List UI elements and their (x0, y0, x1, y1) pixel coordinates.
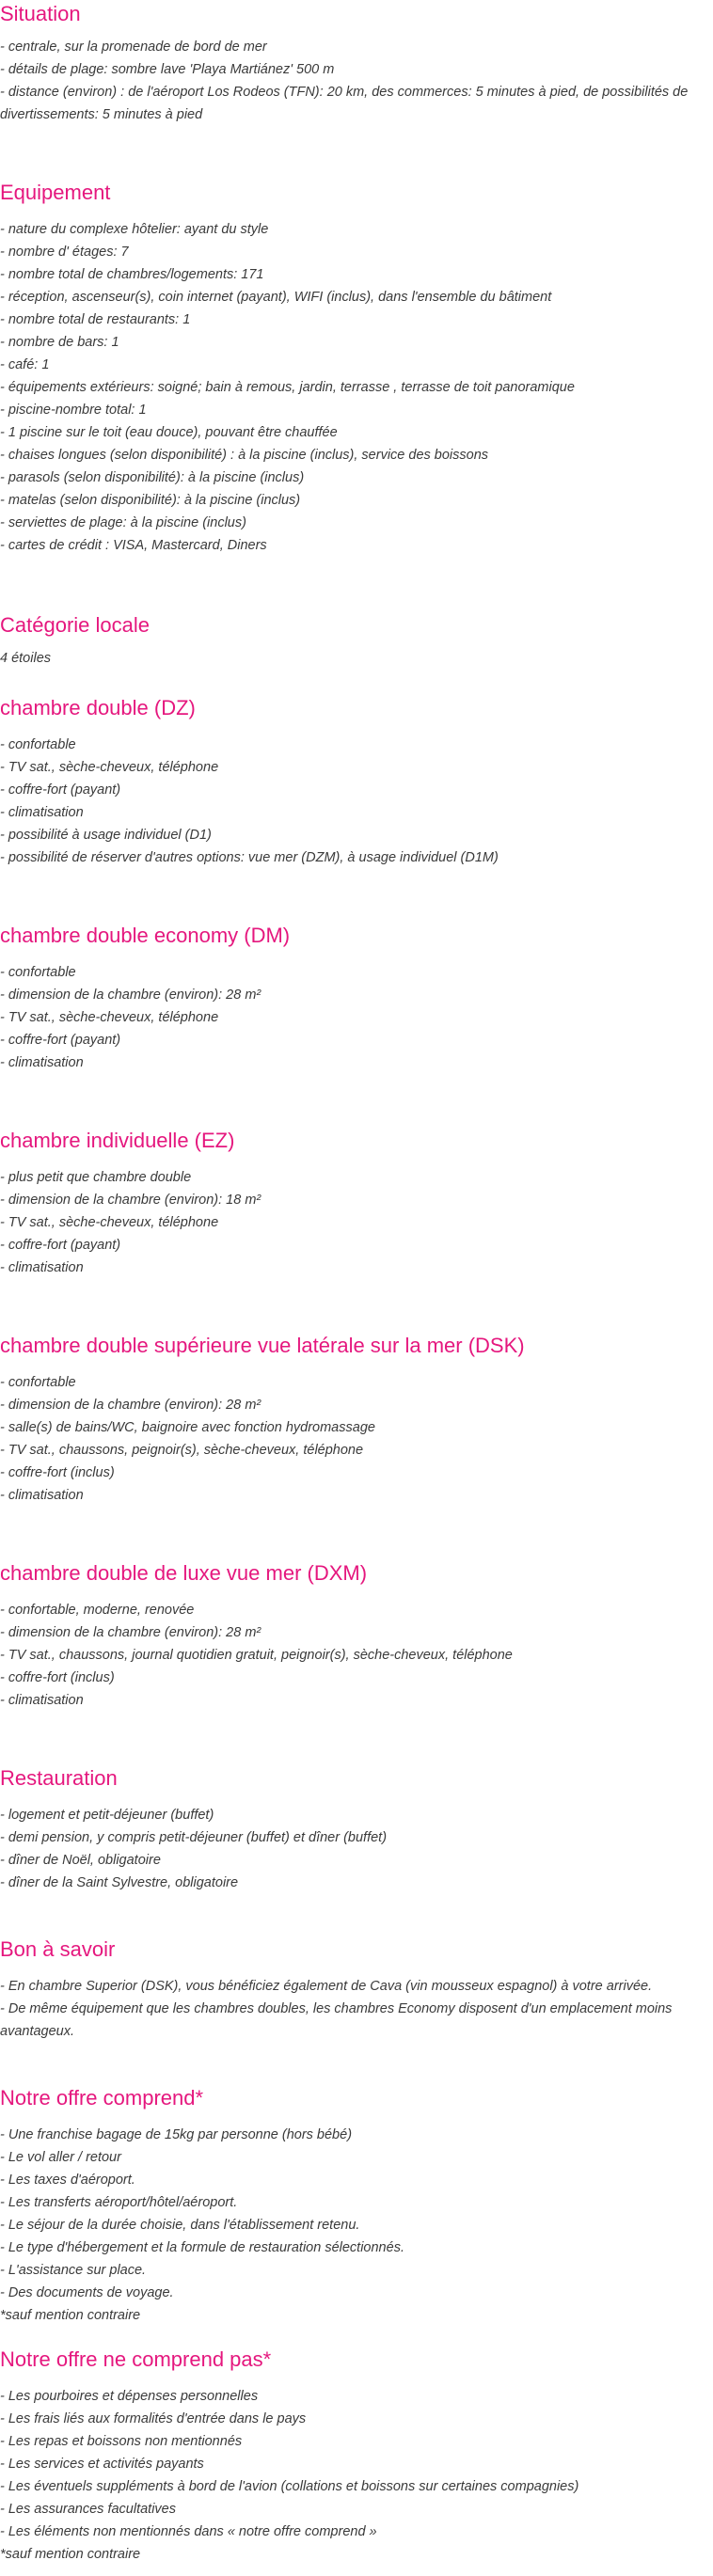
text-line: - dimension de la chambre (environ): 28 m² (0, 1398, 261, 1413)
text-line: - possibilité de réserver d'autres options: vue mer (DZM), à usage individuel (D1M) (0, 850, 499, 865)
section-lines (0, 36, 698, 126)
section-bon-a-savoir (0, 1936, 698, 2043)
text-line: - Le type d'hébergement et la formule de restauration sélectionnés. (0, 2240, 404, 2255)
section-title: Catégorie locale (0, 613, 150, 637)
text-line: - nombre total de restaurants: 1 (0, 312, 191, 327)
text-line: - coffre-fort (payant) (0, 1238, 121, 1253)
section-title: Restauration (0, 1766, 118, 1790)
text-line: - L'assistance sur place. (0, 2263, 147, 2278)
text-line: - En chambre Superior (DSK), vous bénéficiez également de Cava (vin mousseux espagnol) à votre arrivée. (0, 1979, 653, 1994)
text-line: - Les taxes d'aéroport. (0, 2173, 135, 2188)
text-line: - coffre-fort (inclus) (0, 1465, 115, 1480)
text-line: - nombre d' étages: 7 (0, 245, 129, 260)
section-situation (0, 0, 698, 126)
text-line: - logement et petit-déjeuner (buffet) (0, 1808, 214, 1823)
text-line: - TV sat., sèche-cheveux, téléphone (0, 760, 219, 775)
text-line: - Les repas et boissons non mentionnés (0, 2434, 243, 2449)
section-offre-ne-comprend-pas (0, 2346, 698, 2566)
text-line: - climatisation (0, 1055, 84, 1070)
text-line: - nombre de bars: 1 (0, 335, 119, 350)
section-lines (0, 1975, 698, 2043)
text-line: - dîner de Noël, obligatoire (0, 1853, 161, 1868)
text-line: - détails de plage: sombre lave 'Playa Martiánez' 500 m (0, 62, 335, 77)
text-line: - climatisation (0, 1693, 84, 1708)
text-line: - café: 1 (0, 357, 50, 372)
section-title: Bon à savoir (0, 1937, 116, 1961)
text-line: - réception, ascenseur(s), coin internet (payant), WIFI (inclus), dans l'ensemble du bâtiment (0, 290, 552, 305)
text-line: - TV sat., sèche-cheveux, téléphone (0, 1010, 219, 1025)
text-line: - Les éventuels suppléments à bord de l'avion (collations et boissons sur certaines compagnies) (0, 2479, 579, 2494)
section-title: chambre individuelle (EZ) (0, 1129, 235, 1152)
text-line: - dimension de la chambre (environ): 28 m² (0, 988, 261, 1003)
text-line: - TV sat., chaussons, journal quotidien gratuit, peignoir(s), sèche-cheveux, téléphone (0, 1648, 513, 1663)
text-line: - confortable, moderne, renovée (0, 1603, 195, 1618)
text-line: - dimension de la chambre (environ): 28 m² (0, 1625, 261, 1640)
section-room-dsk (0, 1332, 698, 1507)
text-line: - coffre-fort (payant) (0, 1033, 121, 1048)
text-line: 4 étoiles (0, 651, 52, 666)
text-line: - confortable (0, 965, 76, 980)
text-line: - Des documents de voyage. (0, 2285, 174, 2300)
text-line: - Le vol aller / retour (0, 2150, 121, 2165)
text-line: - Les éléments non mentionnés dans « notre offre comprend » (0, 2524, 377, 2539)
text-line: - Les pourboires et dépenses personnelles (0, 2389, 259, 2404)
text-line: - Les transferts aéroport/hôtel/aéroport. (0, 2195, 238, 2210)
text-line: - serviettes de plage: à la piscine (inclus) (0, 515, 246, 530)
text-line: - dimension de la chambre (environ): 18 m² (0, 1193, 261, 1208)
section-lines (0, 2124, 698, 2327)
section-lines (0, 1371, 698, 1507)
text-line: - salle(s) de bains/WC, baignoire avec fonction hydromassage (0, 1420, 375, 1435)
text-line: - De même équipement que les chambres doubles, les chambres Economy disposent d'un emplacement moins (0, 2001, 673, 2016)
text-line: - Les frais liés aux formalités d'entrée dans le pays (0, 2411, 307, 2426)
text-line: - climatisation (0, 805, 84, 820)
section-room-dxm (0, 1559, 698, 1712)
text-line: - cartes de crédit : VISA, Mastercard, Diners (0, 538, 267, 553)
section-lines (0, 218, 698, 557)
text-line: - possibilité à usage individuel (D1) (0, 828, 212, 843)
text-line: - parasols (selon disponibilité): à la piscine (inclus) (0, 470, 305, 485)
section-lines (0, 734, 698, 869)
text-line: - dîner de la Saint Sylvestre, obligatoire (0, 1875, 239, 1890)
section-title: chambre double (DZ) (0, 696, 196, 719)
section-title: chambre double de luxe vue mer (DXM) (0, 1561, 368, 1585)
section-lines (0, 2385, 698, 2566)
text-line: - coffre-fort (payant) (0, 782, 121, 798)
section-lines (0, 647, 698, 670)
text-line: - matelas (selon disponibilité): à la piscine (inclus) (0, 493, 301, 508)
section-lines (0, 961, 698, 1074)
text-line: - TV sat., chaussons, peignoir(s), sèche-cheveux, téléphone (0, 1443, 364, 1458)
section-equipement (0, 179, 698, 557)
text-line: - Les assurances facultatives (0, 2502, 176, 2517)
text-line: - nature du complexe hôtelier: ayant du style (0, 222, 269, 237)
text-line: - distance (environ) : de l'aéroport Los Rodeos (TFN): 20 km, des commerces: 5 minutes à pied, de possibilités de (0, 85, 689, 100)
text-line: - confortable (0, 737, 76, 752)
text-line: - Les services et activités payants (0, 2457, 204, 2472)
text-line: - confortable (0, 1375, 76, 1390)
text-line: - TV sat., sèche-cheveux, téléphone (0, 1215, 219, 1230)
text-line: divertissements: 5 minutes à pied (0, 107, 203, 122)
section-room-ez (0, 1127, 698, 1279)
text-line: - nombre total de chambres/logements: 171 (0, 267, 264, 282)
text-line: - plus petit que chambre double (0, 1170, 192, 1185)
section-lines (0, 1599, 698, 1712)
text-line: - centrale, sur la promenade de bord de mer (0, 40, 267, 55)
text-line: *sauf mention contraire (0, 2547, 141, 2562)
text-line: - 1 piscine sur le toit (eau douce), pouvant être chauffée (0, 425, 338, 440)
text-line: - piscine-nombre total: 1 (0, 403, 147, 418)
text-line: - chaises longues (selon disponibilité) : à la piscine (inclus), service des boissons (0, 448, 489, 463)
section-lines (0, 1166, 698, 1279)
section-title: Notre offre comprend* (0, 2086, 204, 2110)
section-title: Situation (0, 2, 81, 25)
text-line: - coffre-fort (inclus) (0, 1670, 115, 1685)
section-title: Equipement (0, 181, 111, 204)
section-categorie (0, 611, 698, 670)
section-title: chambre double economy (DM) (0, 924, 291, 947)
text-line: - équipements extérieurs: soigné; bain à remous, jardin, terrasse , terrasse de toit panoramique (0, 380, 575, 395)
section-room-dz (0, 694, 698, 869)
text-line: - climatisation (0, 1488, 84, 1503)
section-offre-comprend (0, 2084, 698, 2327)
section-room-dm (0, 922, 698, 1074)
text-line: - Une franchise bagage de 15kg par personne (hors bébé) (0, 2127, 353, 2142)
text-line: - climatisation (0, 1260, 84, 1275)
section-restauration (0, 1764, 698, 1894)
text-line: avantageux. (0, 2024, 75, 2039)
section-lines (0, 1804, 698, 1894)
section-title: Notre offre ne comprend pas* (0, 2347, 272, 2371)
text-line: *sauf mention contraire (0, 2308, 141, 2323)
text-line: - demi pension, y compris petit-déjeuner (buffet) et dîner (buffet) (0, 1830, 388, 1845)
text-line: - Le séjour de la durée choisie, dans l'établissement retenu. (0, 2218, 360, 2233)
section-title: chambre double supérieure vue latérale sur la mer (DSK) (0, 1334, 525, 1357)
